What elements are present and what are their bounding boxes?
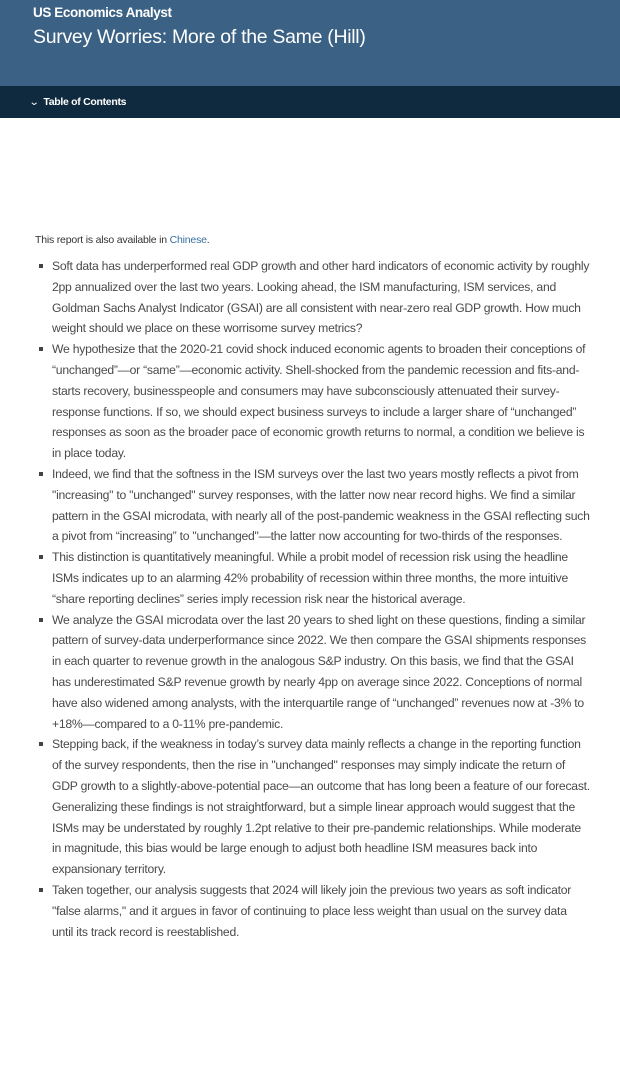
- report-title: Survey Worries: More of the Same (Hill): [33, 26, 366, 48]
- summary-bullet: [35, 547, 590, 609]
- chinese-version-link[interactable]: Chinese: [169, 234, 207, 246]
- bullet-text: Indeed, we find that the softness in the ISM surveys over the last two years mostly reflects a pivot from "increasing" to "unchanged" survey responses, with the latter now near record highs. We find a similar pattern in the GSAI microdata, with nearly all of the post-pandemic weakness in the GSAI reflecting such a pivot from “increasing” to "unchanged"—the latter now accounting for two-thirds of the responses.: [52, 466, 590, 544]
- availability-suffix: .: [206, 234, 210, 246]
- bullet-marker-icon: [39, 555, 43, 559]
- bullet-marker-icon: [39, 618, 43, 622]
- bullet-marker-icon: [39, 264, 43, 268]
- summary-bullet: [35, 880, 590, 942]
- bullet-text: This distinction is quantitatively meaningful. While a probit model of recession risk using the headline ISMs indicates up to an alarming 42% probability of recession within three months, the more intuitive “share reporting declines” series imply recession risk near the historical average.: [52, 550, 569, 606]
- chevron-down-icon: ⌄: [28, 96, 40, 108]
- table-of-contents-toggle[interactable]: [0, 86, 620, 118]
- summary-bullet: [35, 734, 590, 880]
- bullet-text: We analyze the GSAI microdata over the last 20 years to shed light on these questions, finding a similar pattern of survey-data underperformance since 2022. We then compare the GSAI shipments responses in each quarter to revenue growth in the analogous S&P industry. On this basis, we find that the GSAI has underestimated S&P revenue growth by nearly 4pp on average since 2022. Conceptions of normal have also widened among analysts, with the interquartile range of “unchanged” revenues now at -3% to +18%—compared to a 0-11% pre-pandemic.: [52, 612, 586, 731]
- table-of-contents-label: Table of Contents: [43, 96, 127, 108]
- summary-bullets: [35, 256, 590, 942]
- summary-bullet: [35, 464, 590, 547]
- bullet-text: Taken together, our analysis suggests that 2024 will likely join the previous two years as soft indicator "false alarms," and it argues in favor of continuing to place less weight than usual on the survey data until its track record is reestablished.: [52, 882, 572, 939]
- bullet-marker-icon: [39, 347, 43, 351]
- report-body: [0, 118, 620, 942]
- bullet-text: Soft data has underperformed real GDP growth and other hard indicators of economic activity by roughly 2pp annualized over the last two years. Looking ahead, the ISM manufacturing, ISM services, and Goldman Sachs Analyst Indicator (GSAI) are all consistent with near-zero real GDP growth. How much weight should we place on these worrisome survey metrics?: [52, 259, 590, 336]
- bullet-text: We hypothesize that the 2020-21 covid shock induced economic agents to broaden their conceptions of “unchanged”—or “same”—economic activity. Shell-shocked from the pandemic recession and fits-and-starts recovery, businesspeople and consumers may have subconsciously attenuated their survey-response functions. If so, we should expect business surveys to include a larger share of “unchanged” responses as soon as the broader pace of economic growth returns to normal, a condition we believe is in place today.: [52, 342, 586, 461]
- bullet-text: Stepping back, if the weakness in today’s survey data mainly reflects a change in the reporting function of the survey respondents, then the rise in "unchanged" responses may simply indicate the return of GDP growth to a slightly-above-potential pace—an outcome that has long been a feature of our forecast. Generalizing these findings is not straightforward, but a simple linear approach would suggest that the ISMs may be understated by roughly 1.2pt relative to their pre-pandemic relationships. While moderate in magnitude, this bias would be large enough to adjust both headline ISM measures back into expansionary territory.: [52, 737, 590, 877]
- summary-bullet: [35, 256, 590, 339]
- bullet-marker-icon: [39, 888, 43, 892]
- report-header: [0, 0, 620, 86]
- language-availability-note: [35, 233, 590, 247]
- bullet-marker-icon: [39, 742, 43, 746]
- bullet-marker-icon: [39, 472, 43, 476]
- summary-bullet: [35, 339, 590, 464]
- availability-prefix: This report is also available in: [35, 234, 170, 246]
- series-name: US Economics Analyst: [33, 5, 172, 20]
- summary-bullet: [35, 610, 590, 735]
